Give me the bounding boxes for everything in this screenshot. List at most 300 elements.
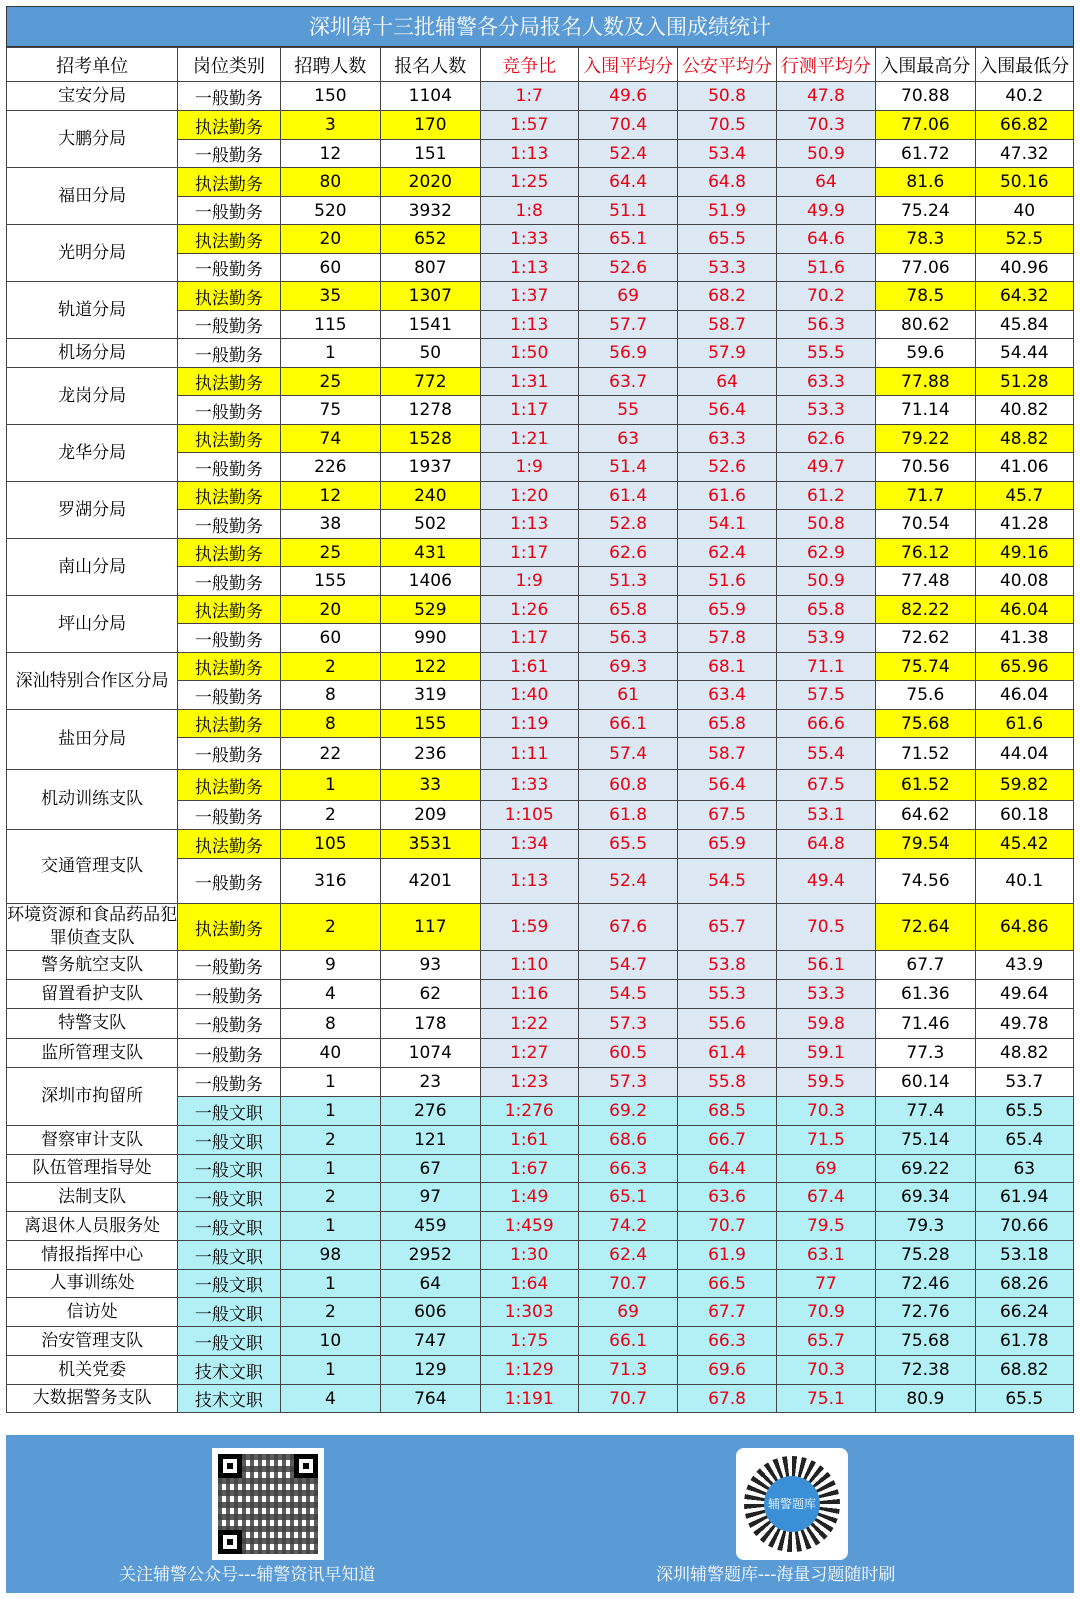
unit-cell: 情报指挥中心	[7, 1241, 178, 1270]
data-cell: 50	[381, 339, 480, 368]
data-cell: 66.1	[578, 1327, 677, 1356]
data-cell: 执法勤务	[178, 368, 280, 396]
data-cell: 64.4	[678, 1155, 776, 1183]
data-cell: 74	[280, 425, 380, 453]
data-cell: 65.4	[975, 1126, 1073, 1155]
official-account-qr-code[interactable]	[212, 1448, 324, 1560]
data-cell: 1	[280, 1155, 380, 1183]
data-cell: 53.7	[975, 1068, 1073, 1097]
data-cell: 54.7	[578, 951, 677, 980]
data-cell: 71.14	[876, 396, 975, 425]
data-cell: 79.54	[876, 830, 975, 859]
data-cell: 49.78	[975, 1009, 1073, 1039]
unit-cell: 信访处	[7, 1298, 178, 1327]
data-cell: 2952	[381, 1241, 480, 1270]
unit-cell: 治安管理支队	[7, 1327, 178, 1356]
data-cell: 40.96	[975, 254, 1073, 282]
data-cell: 70.7	[578, 1270, 677, 1298]
data-cell: 63.7	[578, 368, 677, 396]
data-cell: 1:8	[480, 197, 578, 225]
data-cell: 68.1	[678, 653, 776, 681]
table-row	[7, 1126, 1074, 1155]
header-cell: 入围最低分	[975, 48, 1073, 82]
data-cell: 459	[381, 1212, 480, 1241]
data-cell: 63.3	[678, 425, 776, 453]
data-cell: 1:27	[480, 1039, 578, 1068]
table-row	[7, 482, 1074, 510]
data-cell: 64.32	[975, 282, 1073, 311]
data-cell: 3932	[381, 197, 480, 225]
data-cell: 2	[280, 1126, 380, 1155]
table-row	[7, 904, 1074, 951]
table-row	[7, 368, 1074, 396]
data-cell: 155	[280, 567, 380, 596]
data-cell: 77.06	[876, 254, 975, 282]
data-cell: 33	[381, 770, 480, 801]
data-cell: 52.5	[975, 225, 1073, 254]
data-cell: 68.2	[678, 282, 776, 311]
data-cell: 65.96	[975, 653, 1073, 681]
data-cell: 990	[381, 624, 480, 653]
data-cell: 57.7	[578, 311, 677, 339]
data-cell: 1:64	[480, 1270, 578, 1298]
data-cell: 1:61	[480, 1126, 578, 1155]
table-row	[7, 596, 1074, 624]
data-cell: 71.46	[876, 1009, 975, 1039]
data-cell: 77.3	[876, 1039, 975, 1068]
data-cell: 62.9	[776, 539, 875, 567]
data-cell: 65.1	[578, 1183, 677, 1212]
data-cell: 54.5	[678, 859, 776, 904]
data-cell: 70.3	[776, 1097, 875, 1126]
data-cell: 170	[381, 111, 480, 140]
data-cell: 64.4	[578, 168, 677, 197]
data-cell: 49.6	[578, 82, 677, 111]
data-cell: 72.62	[876, 624, 975, 653]
unit-cell: 特警支队	[7, 1009, 178, 1039]
data-cell: 61.72	[876, 140, 975, 168]
data-cell: 43.9	[975, 951, 1073, 980]
data-cell: 764	[381, 1385, 480, 1413]
data-cell: 4	[280, 980, 380, 1009]
data-cell: 41.06	[975, 453, 1073, 482]
data-cell: 执法勤务	[178, 539, 280, 567]
data-cell: 155	[381, 710, 480, 738]
data-cell: 236	[381, 738, 480, 770]
data-cell: 64.86	[975, 904, 1073, 951]
data-cell: 45.42	[975, 830, 1073, 859]
data-cell: 2020	[381, 168, 480, 197]
table-row	[7, 1183, 1074, 1212]
data-cell: 75	[280, 396, 380, 425]
data-cell: 77	[776, 1270, 875, 1298]
data-cell: 75.1	[776, 1385, 875, 1413]
data-cell: 65.7	[776, 1327, 875, 1356]
data-cell: 51.28	[975, 368, 1073, 396]
data-cell: 40	[280, 1039, 380, 1068]
table-row	[7, 1241, 1074, 1270]
data-cell: 61.36	[876, 980, 975, 1009]
data-cell: 一般勤务	[178, 624, 280, 653]
data-cell: 65.5	[975, 1385, 1073, 1413]
data-cell: 61.78	[975, 1327, 1073, 1356]
data-cell: 68.5	[678, 1097, 776, 1126]
data-cell: 53.4	[678, 140, 776, 168]
data-cell: 77.06	[876, 111, 975, 140]
data-cell: 49.9	[776, 197, 875, 225]
data-cell: 48.82	[975, 1039, 1073, 1068]
data-cell: 一般文职	[178, 1097, 280, 1126]
mini-program-code[interactable]	[736, 1448, 848, 1560]
data-cell: 1	[280, 1270, 380, 1298]
data-cell: 55	[578, 396, 677, 425]
data-cell: 772	[381, 368, 480, 396]
data-cell: 2	[280, 904, 380, 951]
data-cell: 61.4	[578, 482, 677, 510]
unit-cell: 队伍管理指导处	[7, 1155, 178, 1183]
unit-cell: 坪山分局	[7, 596, 178, 653]
data-cell: 56.3	[776, 311, 875, 339]
unit-cell: 监所管理支队	[7, 1039, 178, 1068]
data-cell: 46.04	[975, 596, 1073, 624]
data-cell: 61.8	[578, 801, 677, 830]
data-cell: 一般勤务	[178, 82, 280, 111]
data-cell: 66.3	[678, 1327, 776, 1356]
data-cell: 70.7	[678, 1212, 776, 1241]
data-cell: 12	[280, 140, 380, 168]
data-cell: 1:40	[480, 681, 578, 710]
table-row	[7, 1356, 1074, 1385]
data-cell: 49.7	[776, 453, 875, 482]
table-row	[7, 770, 1074, 801]
data-cell: 59.5	[776, 1068, 875, 1097]
data-cell: 55.6	[678, 1009, 776, 1039]
data-cell: 65.5	[578, 830, 677, 859]
data-cell: 49.4	[776, 859, 875, 904]
data-cell: 9	[280, 951, 380, 980]
data-cell: 一般文职	[178, 1183, 280, 1212]
data-cell: 49.16	[975, 539, 1073, 567]
data-cell: 64.8	[776, 830, 875, 859]
data-cell: 115	[280, 311, 380, 339]
data-cell: 执法勤务	[178, 425, 280, 453]
header-cell: 竞争比	[480, 48, 578, 82]
data-cell: 64	[776, 168, 875, 197]
data-cell: 1:59	[480, 904, 578, 951]
data-cell: 72.76	[876, 1298, 975, 1327]
data-cell: 63.1	[776, 1241, 875, 1270]
data-cell: 1:31	[480, 368, 578, 396]
table-row	[7, 1298, 1074, 1327]
data-cell: 60	[280, 254, 380, 282]
data-cell: 66.3	[578, 1155, 677, 1183]
table-body	[7, 82, 1074, 1413]
data-cell: 80.9	[876, 1385, 975, 1413]
data-cell: 61.9	[678, 1241, 776, 1270]
data-cell: 178	[381, 1009, 480, 1039]
data-cell: 57.8	[678, 624, 776, 653]
data-cell: 59.1	[776, 1039, 875, 1068]
unit-cell: 福田分局	[7, 168, 178, 225]
data-cell: 75.74	[876, 653, 975, 681]
data-cell: 62.6	[776, 425, 875, 453]
data-cell: 68.82	[975, 1356, 1073, 1385]
data-cell: 1:33	[480, 225, 578, 254]
table-row	[7, 980, 1074, 1009]
data-cell: 执法勤务	[178, 904, 280, 951]
data-cell: 66.24	[975, 1298, 1073, 1327]
data-cell: 76.12	[876, 539, 975, 567]
data-cell: 51.4	[578, 453, 677, 482]
data-cell: 72.38	[876, 1356, 975, 1385]
data-cell: 68.6	[578, 1126, 677, 1155]
data-cell: 1:61	[480, 653, 578, 681]
unit-cell: 留置看护支队	[7, 980, 178, 1009]
data-cell: 一般勤务	[178, 859, 280, 904]
data-cell: 68.26	[975, 1270, 1073, 1298]
data-cell: 一般勤务	[178, 951, 280, 980]
data-cell: 82.22	[876, 596, 975, 624]
data-cell: 63.3	[776, 368, 875, 396]
table-header-row	[7, 48, 1074, 82]
data-cell: 执法勤务	[178, 596, 280, 624]
data-cell: 74.56	[876, 859, 975, 904]
data-cell: 51.1	[578, 197, 677, 225]
data-cell: 69.6	[678, 1356, 776, 1385]
data-cell: 80	[280, 168, 380, 197]
data-cell: 52.6	[578, 254, 677, 282]
footer	[6, 1435, 1074, 1593]
data-cell: 1:13	[480, 510, 578, 539]
data-cell: 1:129	[480, 1356, 578, 1385]
data-cell: 1:33	[480, 770, 578, 801]
data-cell: 50.8	[678, 82, 776, 111]
data-cell: 69.34	[876, 1183, 975, 1212]
data-cell: 2	[280, 1183, 380, 1212]
data-cell: 70.3	[776, 1356, 875, 1385]
data-cell: 117	[381, 904, 480, 951]
data-cell: 一般文职	[178, 1270, 280, 1298]
data-cell: 51.3	[578, 567, 677, 596]
data-cell: 67.5	[678, 801, 776, 830]
data-cell: 一般文职	[178, 1241, 280, 1270]
table-row	[7, 830, 1074, 859]
table-row	[7, 710, 1074, 738]
data-cell: 一般文职	[178, 1298, 280, 1327]
unit-cell: 机关党委	[7, 1356, 178, 1385]
data-cell: 8	[280, 1009, 380, 1039]
data-cell: 1528	[381, 425, 480, 453]
data-cell: 55.3	[678, 980, 776, 1009]
data-cell: 64.8	[678, 168, 776, 197]
data-cell: 129	[381, 1356, 480, 1385]
data-cell: 一般勤务	[178, 1039, 280, 1068]
data-cell: 53.3	[776, 980, 875, 1009]
unit-cell: 龙岗分局	[7, 368, 178, 425]
data-cell: 70.5	[776, 904, 875, 951]
data-cell: 67.5	[776, 770, 875, 801]
data-cell: 59.82	[975, 770, 1073, 801]
data-cell: 1:75	[480, 1327, 578, 1356]
unit-cell: 深汕特别合作区分局	[7, 653, 178, 710]
data-cell: 61.6	[975, 710, 1073, 738]
data-cell: 316	[280, 859, 380, 904]
data-cell: 一般勤务	[178, 510, 280, 539]
data-cell: 59.6	[876, 339, 975, 368]
data-cell: 44.04	[975, 738, 1073, 770]
data-cell: 66.7	[678, 1126, 776, 1155]
data-cell: 65.5	[975, 1097, 1073, 1126]
data-cell: 41.38	[975, 624, 1073, 653]
data-cell: 1:13	[480, 254, 578, 282]
data-cell: 一般勤务	[178, 1009, 280, 1039]
data-cell: 72.46	[876, 1270, 975, 1298]
data-cell: 75.68	[876, 1327, 975, 1356]
data-cell: 67.4	[776, 1183, 875, 1212]
data-cell: 105	[280, 830, 380, 859]
data-cell: 一般勤务	[178, 453, 280, 482]
data-cell: 53.3	[776, 396, 875, 425]
data-cell: 60.18	[975, 801, 1073, 830]
data-cell: 1	[280, 1356, 380, 1385]
data-cell: 79.22	[876, 425, 975, 453]
data-cell: 71.52	[876, 738, 975, 770]
data-cell: 一般勤务	[178, 567, 280, 596]
data-cell: 70.5	[678, 111, 776, 140]
data-cell: 1:9	[480, 567, 578, 596]
data-cell: 70.3	[776, 111, 875, 140]
data-cell: 226	[280, 453, 380, 482]
unit-cell: 督察审计支队	[7, 1126, 178, 1155]
data-cell: 209	[381, 801, 480, 830]
data-cell: 63.6	[678, 1183, 776, 1212]
data-cell: 520	[280, 197, 380, 225]
data-cell: 81.6	[876, 168, 975, 197]
table-row	[7, 82, 1074, 111]
data-cell: 64	[678, 368, 776, 396]
data-cell: 40	[975, 197, 1073, 225]
data-cell: 执法勤务	[178, 168, 280, 197]
data-cell: 54.5	[578, 980, 677, 1009]
data-cell: 150	[280, 82, 380, 111]
data-cell: 64	[381, 1270, 480, 1298]
footer-caption-left: 关注辅警公众号---辅警资讯早知道	[119, 1565, 376, 1585]
data-cell: 62	[381, 980, 480, 1009]
data-cell: 75.28	[876, 1241, 975, 1270]
data-cell: 1:7	[480, 82, 578, 111]
data-cell: 59.8	[776, 1009, 875, 1039]
data-cell: 52.4	[578, 859, 677, 904]
data-cell: 51.6	[776, 254, 875, 282]
data-cell: 93	[381, 951, 480, 980]
data-cell: 1:34	[480, 830, 578, 859]
data-cell: 1:30	[480, 1241, 578, 1270]
data-cell: 65.8	[776, 596, 875, 624]
data-cell: 执法勤务	[178, 282, 280, 311]
data-cell: 执法勤务	[178, 653, 280, 681]
data-cell: 57.5	[776, 681, 875, 710]
data-cell: 51.9	[678, 197, 776, 225]
data-cell: 57.3	[578, 1009, 677, 1039]
data-cell: 1:26	[480, 596, 578, 624]
data-cell: 1:57	[480, 111, 578, 140]
data-cell: 1:23	[480, 1068, 578, 1097]
data-cell: 1:21	[480, 425, 578, 453]
data-cell: 78.5	[876, 282, 975, 311]
data-cell: 12	[280, 482, 380, 510]
unit-cell: 盐田分局	[7, 710, 178, 770]
data-cell: 一般文职	[178, 1327, 280, 1356]
data-cell: 66.1	[578, 710, 677, 738]
data-cell: 67.6	[578, 904, 677, 951]
data-cell: 1:17	[480, 624, 578, 653]
data-cell: 56.9	[578, 339, 677, 368]
data-cell: 70.7	[578, 1385, 677, 1413]
data-cell: 1:22	[480, 1009, 578, 1039]
data-cell: 55.5	[776, 339, 875, 368]
data-cell: 20	[280, 225, 380, 254]
data-cell: 1:67	[480, 1155, 578, 1183]
data-cell: 55.4	[776, 738, 875, 770]
data-cell: 1278	[381, 396, 480, 425]
data-cell: 69.2	[578, 1097, 677, 1126]
data-cell: 63	[578, 425, 677, 453]
data-cell: 50.8	[776, 510, 875, 539]
header-cell: 入围平均分	[578, 48, 677, 82]
data-cell: 58.7	[678, 738, 776, 770]
data-cell: 65.5	[678, 225, 776, 254]
data-cell: 40.82	[975, 396, 1073, 425]
data-cell: 57.3	[578, 1068, 677, 1097]
data-cell: 50.16	[975, 168, 1073, 197]
data-cell: 一般勤务	[178, 339, 280, 368]
data-cell: 1937	[381, 453, 480, 482]
data-cell: 70.56	[876, 453, 975, 482]
data-cell: 60.8	[578, 770, 677, 801]
data-cell: 1406	[381, 567, 480, 596]
data-cell: 1:9	[480, 453, 578, 482]
unit-cell: 南山分局	[7, 539, 178, 596]
header-cell: 招聘人数	[280, 48, 380, 82]
data-cell: 51.6	[678, 567, 776, 596]
data-cell: 1	[280, 1212, 380, 1241]
unit-cell: 轨道分局	[7, 282, 178, 339]
unit-cell: 人事训练处	[7, 1270, 178, 1298]
data-cell: 79.5	[776, 1212, 875, 1241]
data-cell: 4	[280, 1385, 380, 1413]
table-row	[7, 1068, 1074, 1097]
data-cell: 61.6	[678, 482, 776, 510]
table-row	[7, 539, 1074, 567]
table-row	[7, 653, 1074, 681]
data-cell: 一般勤务	[178, 311, 280, 339]
data-cell: 57.4	[578, 738, 677, 770]
data-cell: 一般勤务	[178, 396, 280, 425]
table-row	[7, 282, 1074, 311]
header-cell: 报名人数	[381, 48, 480, 82]
data-cell: 55.8	[678, 1068, 776, 1097]
data-cell: 50.9	[776, 140, 875, 168]
data-cell: 77.88	[876, 368, 975, 396]
data-cell: 1:11	[480, 738, 578, 770]
data-cell: 74.2	[578, 1212, 677, 1241]
data-cell: 1307	[381, 282, 480, 311]
data-cell: 1:17	[480, 396, 578, 425]
data-cell: 25	[280, 539, 380, 567]
data-cell: 执法勤务	[178, 225, 280, 254]
data-cell: 50.9	[776, 567, 875, 596]
data-cell: 56.1	[776, 951, 875, 980]
